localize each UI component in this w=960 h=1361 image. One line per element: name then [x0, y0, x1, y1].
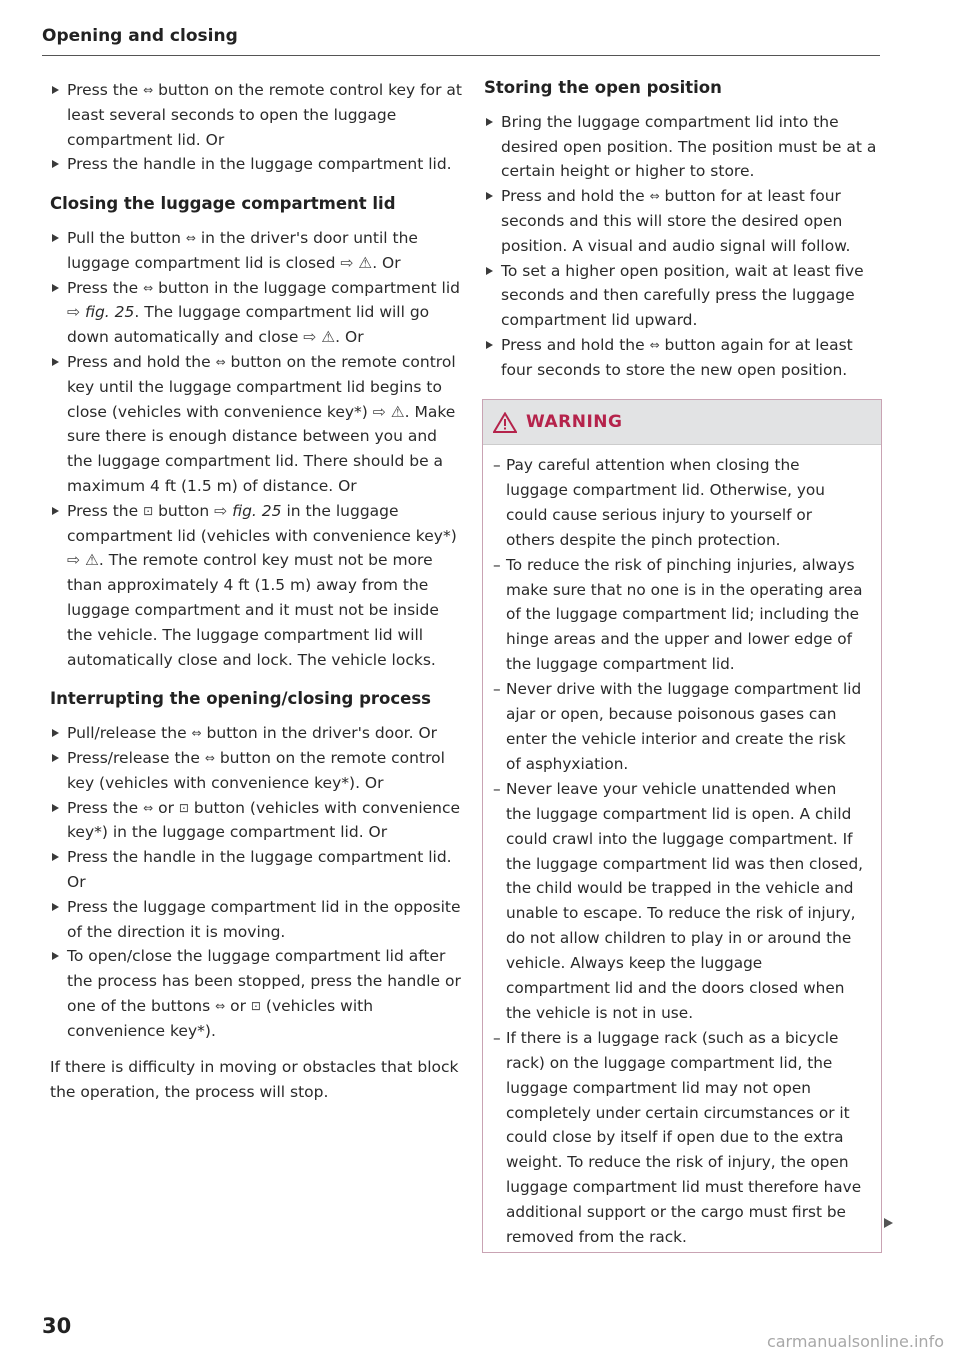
- figure-reference: fig. 25: [84, 303, 135, 322]
- opening-list: [50, 78, 465, 177]
- warning-box: [482, 399, 882, 1253]
- section-title: Opening and closing: [42, 26, 238, 46]
- instruction-step: Press and hold the ⇔ button for at least four seconds and this will store the desired open position. A visual and audio signal will follow.: [484, 184, 886, 258]
- warning-body: [483, 445, 881, 1250]
- closing-list: [50, 226, 465, 672]
- trunk-button-icon: ⇔: [204, 750, 215, 765]
- instruction-step: Press the ⇔ button in the luggage compartment lid ⇨ fig. 25. The luggage compartment lid will go down automatically and close ⇨ ⚠. Or: [50, 276, 465, 350]
- right-column: [484, 76, 886, 383]
- warning-item: – Never drive with the luggage compartment lid ajar or open, because poisonous gases can enter the vehicle interior and create the risk of asphyxiation.: [493, 677, 865, 777]
- warning-sign-icon: ⚠: [84, 551, 99, 570]
- instruction-step: Press the handle in the luggage compartment lid. Or: [50, 845, 465, 895]
- trunk-button-icon: ⇔: [649, 337, 660, 352]
- cross-reference-arrow-icon: ⇨: [340, 253, 354, 272]
- page-number: 30: [42, 1314, 72, 1338]
- trunk-button-icon: ⇔: [143, 83, 154, 97]
- instruction-step: Press and hold the ⇔ button on the remote control key until the luggage compartment lid begins to close (vehicles with convenience key*) ⇨ ⚠. Make sure there is enough distance between you and the luggage compartment lid. There should be a maximum 4 ft (1.5 m) of distance. Or: [50, 350, 465, 499]
- trunk-button-icon: ⇔: [649, 189, 660, 204]
- instruction-step: Press the ⊡ button ⇨ fig. 25 in the luggage compartment lid (vehicles with convenience key*) ⇨ ⚠. The remote control key must not be more than approximately 4 ft (1.5 m) away from the luggage compartment and it must not be inside the vehicle. The luggage compartment lid will automatically close and lock. The vehicle locks.: [50, 499, 465, 673]
- warning-sign-icon: ⚠: [321, 328, 336, 347]
- instruction-step: Press the ⇔ or ⊡ button (vehicles with convenience key*) in the luggage compartment lid. Or: [50, 796, 465, 846]
- instruction-step: Press the luggage compartment lid in the opposite of the direction it is moving.: [50, 895, 465, 945]
- lock-button-icon: ⊡: [250, 998, 261, 1013]
- figure-reference: fig. 25: [232, 501, 282, 520]
- cross-reference-arrow-icon: ⇨: [303, 328, 317, 347]
- warning-title: WARNING: [526, 412, 623, 432]
- interrupt-heading: Interrupting the opening/closing process: [50, 689, 431, 709]
- trunk-button-icon: ⇔: [215, 998, 226, 1013]
- interrupt-list: [50, 721, 465, 1043]
- final-paragraph: If there is difficulty in moving or obstacles that block the operation, the process will stop.: [50, 1058, 459, 1102]
- warning-item: – Never leave your vehicle unattended when the luggage compartment lid is open. A child could crawl into the luggage compartment. If the luggage compartment lid was then closed, the child would be trapped in the vehicle and unable to escape. To reduce the risk of injury, do not allow children to play in or around the vehicle. Always keep the luggage compartment lid and the doors closed when the vehicle is not in use.: [493, 777, 865, 1026]
- warning-item: – To reduce the risk of pinching injuries, always make sure that no one is in the operating area of the luggage compartment lid; including the hinge areas and the upper and lower edge of the luggage compartment lid.: [493, 553, 865, 678]
- warning-sign-icon: ⚠: [390, 402, 405, 421]
- instruction-step: Press the handle in the luggage compartment lid.: [50, 152, 465, 177]
- warning-header: [483, 400, 881, 445]
- instruction-step: Pull the button ⇔ in the driver's door until the luggage compartment lid is closed ⇨ ⚠. Or: [50, 226, 465, 276]
- instruction-step: Bring the luggage compartment lid into the desired open position. The position must be at a certain height or higher to store.: [484, 110, 886, 184]
- section-header: [42, 26, 880, 56]
- continue-arrow-icon: [884, 1218, 893, 1228]
- warning-triangle-icon: [493, 412, 517, 433]
- storing-list: [484, 110, 886, 383]
- instruction-step: To set a higher open position, wait at least five seconds and then carefully press the luggage compartment lid upward.: [484, 259, 886, 333]
- trunk-button-icon: ⇔: [185, 230, 196, 245]
- warning-item: – Pay careful attention when closing the luggage compartment lid. Otherwise, you could cause serious injury to yourself or others despite the pinch protection.: [493, 453, 865, 553]
- cross-reference-arrow-icon: ⇨: [372, 402, 386, 421]
- lock-button-icon: ⊡: [178, 800, 189, 815]
- warning-list: [493, 453, 865, 1250]
- trunk-button-icon: ⇔: [191, 726, 202, 741]
- watermark: carmanualsonline.info: [766, 1332, 944, 1351]
- warning-sign-icon: ⚠: [358, 253, 373, 272]
- instruction-step: Press/release the ⇔ button on the remote control key (vehicles with convenience key*). Or: [50, 746, 465, 796]
- trunk-button-icon: ⇔: [143, 280, 154, 295]
- instruction-step: Pull/release the ⇔ button in the driver's door. Or: [50, 721, 465, 746]
- trunk-button-icon: ⇔: [215, 354, 226, 369]
- instruction-step: To open/close the luggage compartment lid after the process has been stopped, press the handle or one of the buttons ⇔ or ⊡ (vehicles with convenience key*).: [50, 944, 465, 1043]
- cross-reference-arrow-icon: ⇨: [67, 303, 80, 322]
- instruction-step: Press the ⇔ button on the remote control key for at least several seconds to open the luggage compartment lid. Or: [50, 78, 465, 152]
- left-column: [50, 78, 465, 1105]
- storing-heading: Storing the open position: [484, 78, 722, 97]
- instruction-step: Press and hold the ⇔ button again for at least four seconds to store the new open position.: [484, 333, 886, 383]
- trunk-button-icon: ⇔: [143, 800, 154, 815]
- warning-item: – If there is a luggage rack (such as a bicycle rack) on the luggage compartment lid, the luggage compartment lid may not open completely under certain circumstances or it could close by itself if open due to the extra weight. To reduce the risk of injury, the open luggage compartment lid must therefore have additional support or the cargo must first be removed from the rack.: [493, 1026, 865, 1250]
- cross-reference-arrow-icon: ⇨: [214, 501, 228, 520]
- closing-heading: Closing the luggage compartment lid: [50, 194, 396, 214]
- cross-reference-arrow-icon: ⇨: [67, 551, 80, 570]
- lock-button-icon: ⊡: [143, 503, 154, 518]
